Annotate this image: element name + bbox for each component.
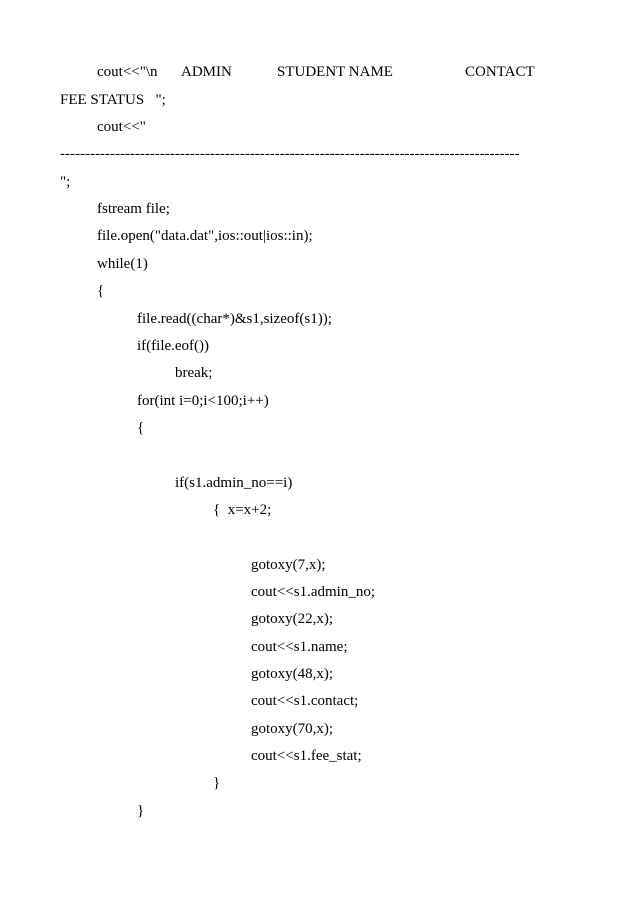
code-line-cout-fee-stat: cout<<s1.fee_stat; [251,748,362,764]
code-line-fee-status: FEE STATUS "; [60,92,166,108]
code-line-fstream: fstream file; [97,201,170,217]
header-col-contact: CONTACT [465,64,535,80]
code-line-x-increment: { x=x+2; [213,502,272,518]
code-line-cout-open: cout<<" [97,119,146,135]
code-line-cout-close: "; [60,174,71,190]
code-line-cout-contact: cout<<s1.contact; [251,693,359,709]
code-line-if-admin: if(s1.admin_no==i) [175,475,293,491]
code-line-break: break; [175,365,213,381]
code-line-if-eof: if(file.eof()) [137,338,210,354]
code-line-gotoxy-48: gotoxy(48,x); [251,666,334,682]
code-line-gotoxy-22: gotoxy(22,x); [251,611,334,627]
code-line-gotoxy-70: gotoxy(70,x); [251,721,334,737]
code-line-file-read: file.read((char*)&s1,sizeof(s1)); [137,311,332,327]
code-line-file-open: file.open("data.dat",ios::out|ios::in); [97,228,313,244]
header-prefix: cout<<"\n [97,64,158,80]
header-line [97,62,577,82]
code-line-gotoxy-7: gotoxy(7,x); [251,557,326,573]
code-line-cout-admin-no: cout<<s1.admin_no; [251,584,375,600]
code-line-cout-name: cout<<s1.name; [251,639,348,655]
code-line-for: for(int i=0;i<100;i++) [137,393,269,409]
code-line-while-brace: { [97,283,105,299]
code-line-for-brace: { [137,420,145,436]
code-line-if-close-brace: } [213,775,221,791]
header-col-student: STUDENT NAME [277,64,393,80]
header-col-admin: ADMIN [181,64,232,80]
code-line-dash-separator: -------------------------------------------------------------------------------------------- [60,146,520,162]
code-line-while: while(1) [97,256,148,272]
code-line-for-close-brace: } [137,803,145,819]
